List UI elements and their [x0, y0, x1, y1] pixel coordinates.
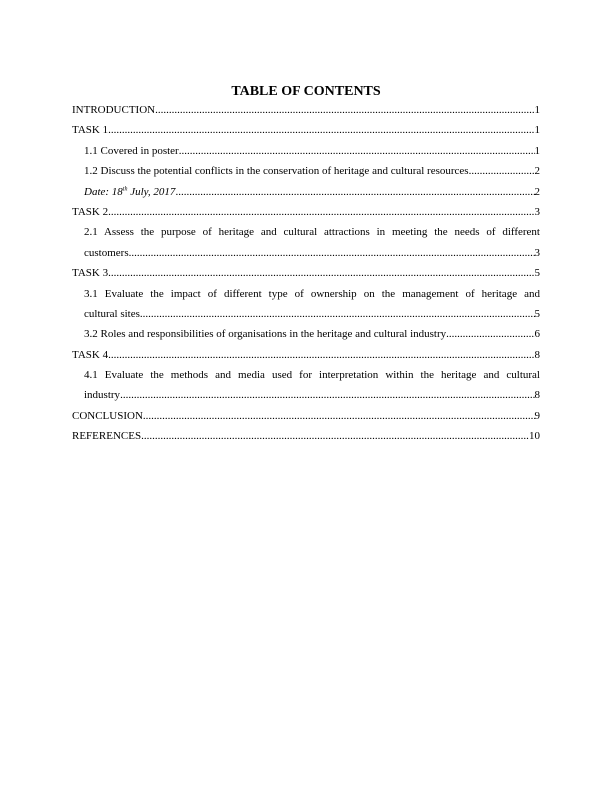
- dot-leader: [140, 304, 535, 324]
- toc-page-number: 2: [534, 185, 540, 198]
- toc-entry-line-2: [72, 385, 540, 405]
- toc-entry-task-2[interactable]: [72, 202, 540, 222]
- dot-leader: [120, 385, 534, 405]
- dot-leader: [155, 100, 534, 120]
- toc-entry-introduction[interactable]: [72, 100, 540, 120]
- toc-page-number: 10: [529, 430, 540, 443]
- toc-page-number: 9: [534, 409, 540, 422]
- toc-entry-label: [84, 182, 175, 202]
- date-text: Date: 18: [84, 185, 123, 198]
- toc-entry-2-1[interactable]: [72, 222, 540, 263]
- dot-leader: [143, 406, 535, 426]
- toc-page-number: 1: [534, 104, 540, 116]
- toc-entry-label: REFERENCES: [72, 430, 142, 443]
- toc-entry-label-line-2: customers: [84, 246, 129, 259]
- toc-entry-task-3[interactable]: [72, 263, 540, 283]
- dot-leader: [108, 202, 534, 222]
- toc-entry-date[interactable]: [72, 182, 540, 202]
- dot-leader: [469, 161, 535, 181]
- toc-entry-label: 3.2 Roles and responsibilities of organisations in the heritage and cultural industry: [84, 328, 447, 341]
- toc-entry-label: TASK 3: [72, 267, 109, 280]
- dot-leader: [175, 182, 534, 202]
- toc-entry-label: CONCLUSION: [72, 409, 143, 422]
- toc-page-number: 8: [534, 348, 540, 361]
- toc-page-number: 2: [534, 165, 540, 178]
- toc-page-number: 3: [534, 246, 540, 259]
- toc-entry-label-line-1: 3.1 Evaluate the impact of different type of ownership on the management of heritage and: [84, 287, 540, 300]
- toc-entry-label: INTRODUCTION: [72, 104, 156, 116]
- toc-entry-task-4[interactable]: [72, 345, 540, 365]
- toc-page-number: 1: [534, 124, 540, 137]
- dot-leader: [179, 141, 535, 161]
- toc-entry-line-2: [72, 304, 540, 324]
- toc-entry-1-2[interactable]: [72, 161, 540, 181]
- toc-entry-label-line-1: 2.1 Assess the purpose of heritage and cultural attractions in meeting the needs of different: [84, 226, 540, 239]
- dot-leader: [446, 324, 534, 344]
- date-text-rest: July, 2017: [127, 185, 176, 198]
- toc-title: TABLE OF CONTENTS: [231, 84, 381, 99]
- toc-entry-label: TASK 4: [72, 348, 109, 361]
- toc-entry-label: TASK 1: [72, 124, 109, 137]
- toc-entry-task-1[interactable]: [72, 120, 540, 140]
- toc-page-number: 3: [534, 205, 540, 218]
- toc-entry-4-1[interactable]: [72, 365, 540, 406]
- toc-entry-label-line-2: cultural sites: [84, 307, 140, 320]
- toc-entry-references[interactable]: [72, 426, 540, 446]
- toc-entry-conclusion[interactable]: [72, 406, 540, 426]
- toc-entry-3-1[interactable]: [72, 284, 540, 325]
- toc-page-number: 5: [534, 267, 540, 280]
- toc-entry-label: 1.2 Discuss the potential conflicts in the conservation of heritage and cultural resources: [84, 165, 469, 178]
- toc-entry-label-line-1: 4.1 Evaluate the methods and media used for interpretation within the heritage and cultural: [84, 369, 540, 382]
- toc-page-number: 1: [534, 144, 540, 157]
- dot-leader: [108, 120, 534, 140]
- toc-entry-line-2: [72, 243, 540, 263]
- dot-leader: [108, 263, 534, 283]
- table-of-contents: [72, 100, 540, 447]
- dot-leader: [129, 243, 535, 263]
- dot-leader: [108, 345, 534, 365]
- date-ordinal: th: [122, 185, 128, 192]
- toc-entry-label-line-2: industry: [84, 389, 121, 402]
- toc-page-number: 5: [534, 307, 540, 320]
- toc-page-number: 8: [534, 389, 540, 402]
- toc-page-number: 6: [534, 328, 540, 341]
- toc-entry-1-1[interactable]: [72, 141, 540, 161]
- toc-entry-label: TASK 2: [72, 205, 109, 218]
- dot-leader: [141, 426, 529, 446]
- toc-entry-label: 1.1 Covered in poster: [84, 144, 179, 157]
- toc-entry-3-2[interactable]: [72, 324, 540, 344]
